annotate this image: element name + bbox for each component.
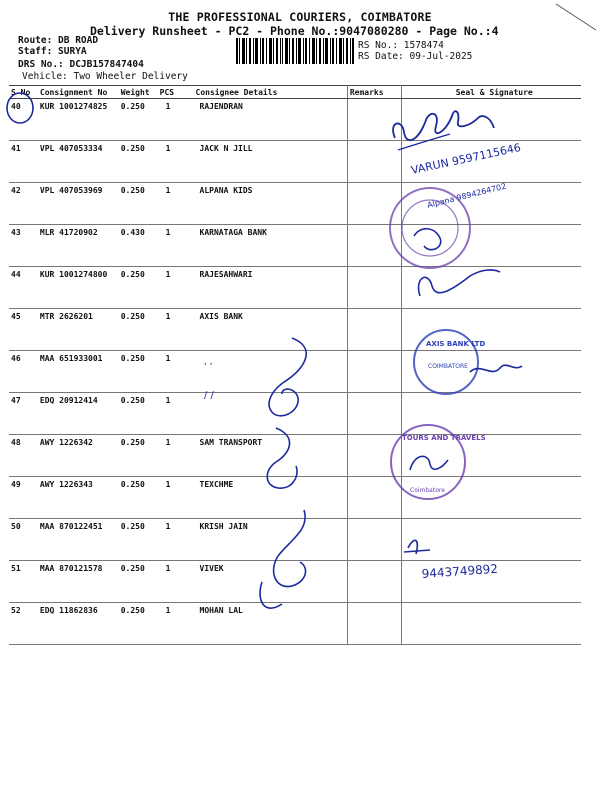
row-sno: 48 (9, 435, 38, 477)
row-pcs: 1 (158, 141, 194, 183)
col-sno: S No (9, 86, 38, 99)
row-weight: 0.250 (119, 267, 158, 309)
row-pcs: 1 (158, 309, 194, 351)
row-weight: 0.250 (119, 561, 158, 603)
signature-49 (410, 456, 448, 470)
row-sno: 47 (9, 393, 38, 435)
row-pcs: 1 (158, 603, 194, 645)
rs-date: RS Date: 09-Jul-2025 (358, 51, 473, 62)
row-consignee: ALPANA KIDS (194, 183, 348, 225)
col-consignment: Consignment No (38, 86, 119, 99)
row-weight: 0.250 (119, 309, 158, 351)
signature-43 (414, 229, 441, 250)
row-pcs: 1 (158, 393, 194, 435)
row-weight: 0.250 (119, 393, 158, 435)
row-consignment: KUR 1001274800 (38, 267, 119, 309)
row-sno: 41 (9, 141, 38, 183)
row-sno: 51 (9, 561, 38, 603)
fold-mark (556, 4, 596, 30)
row-consignee: TEXCHME (194, 477, 348, 519)
bank-stamp-name: AXIS BANK LTD (426, 340, 486, 348)
drs-number: DRS No.: DCJB157847404 (18, 59, 144, 70)
circle-mark (7, 93, 33, 123)
row-consignee: MOHAN LAL (194, 603, 348, 645)
row-consignment: MAA 870122451 (38, 519, 119, 561)
row-weight: 0.250 (119, 99, 158, 141)
handwritten-varun: VARUN 9597115646 (409, 140, 522, 177)
handwritten-phone: 9443749892 (421, 561, 499, 581)
company-title: THE PROFESSIONAL COURIERS, COIMBATORE (168, 10, 432, 24)
row-sno: 46 (9, 351, 38, 393)
row-weight: 0.250 (119, 477, 158, 519)
row-consignment: MAA 651933001 (38, 351, 119, 393)
row-consignment: VPL 407053334 (38, 141, 119, 183)
staff-label: Staff: SURYA (18, 46, 87, 57)
row-sno: 50 (9, 519, 38, 561)
col-pcs: PCS (158, 86, 194, 99)
row-consignment: EDQ 11862836 (38, 603, 119, 645)
row-consignment: AWY 1226343 (38, 477, 119, 519)
row-weight: 0.250 (119, 435, 158, 477)
row-pcs: 1 (158, 267, 194, 309)
row-consignee: AXIS BANK (194, 309, 348, 351)
travels-stamp-city: Coimbatore (410, 487, 445, 494)
row-sno: 42 (9, 183, 38, 225)
row-sno: 40 (9, 99, 38, 141)
row-consignment: MTR 2626201 (38, 309, 119, 351)
vehicle-label: Vehicle: Two Wheeler Delivery (22, 71, 188, 82)
row-pcs: 1 (158, 519, 194, 561)
col-weight: Weight (119, 86, 158, 99)
bank-stamp-city: COIMBATORE (428, 363, 468, 370)
row-consignment: KUR 1001274825 (38, 99, 119, 141)
row-consignment: MAA 870121578 (38, 561, 119, 603)
row-consignment: EDQ 20912414 (38, 393, 119, 435)
row-consignee: RAJESAHWARI (194, 267, 348, 309)
tick-mark: / / (204, 390, 214, 401)
signature-48-49 (267, 428, 297, 488)
signature-50-52 (260, 510, 306, 608)
signature-51 (404, 540, 430, 554)
col-consignee: Consignee Details (194, 86, 348, 99)
row-consignment: VPL 407053969 (38, 183, 119, 225)
row-sno: 43 (9, 225, 38, 267)
row-consignee: KARNATAGA BANK (194, 225, 348, 267)
handwritten-alpana: Alpana 9894264702 (426, 181, 508, 210)
row-weight: 0.250 (119, 351, 158, 393)
row-consignee: JACK N JILL (194, 141, 348, 183)
tick-mark: , , (204, 357, 213, 367)
row-consignment: AWY 1226342 (38, 435, 119, 477)
row-sno: 45 (9, 309, 38, 351)
row-pcs: 1 (158, 183, 194, 225)
row-pcs: 1 (158, 477, 194, 519)
signature-46-47 (269, 338, 306, 416)
col-remarks: Remarks (347, 86, 401, 99)
row-pcs: 1 (158, 435, 194, 477)
col-signature: Seal & Signature (401, 86, 581, 99)
row-weight: 0.250 (119, 519, 158, 561)
row-weight: 0.250 (119, 603, 158, 645)
row-pcs: 1 (158, 561, 194, 603)
row-sno: 52 (9, 603, 38, 645)
row-weight: 0.430 (119, 225, 158, 267)
row-sno: 49 (9, 477, 38, 519)
row-pcs: 1 (158, 351, 194, 393)
row-consignee: KRISH JAIN (194, 519, 348, 561)
row-pcs: 1 (158, 225, 194, 267)
signature-44 (419, 270, 500, 296)
runsheet-subtitle: Delivery Runsheet - PC2 - Phone No.:9047080280 - Page No.:4 (90, 24, 499, 38)
row-consignee: VIVEK (194, 561, 348, 603)
row-consignment: MLR 41720902 (38, 225, 119, 267)
row-consignee: SAM TRANSPORT (194, 435, 348, 477)
travels-stamp-name: TOURS AND TRAVELS (402, 434, 486, 442)
row-weight: 0.250 (119, 183, 158, 225)
row-consignee: RAJENDRAN (194, 99, 348, 141)
rs-number: RS No.: 1578474 (358, 40, 444, 51)
row-weight: 0.250 (119, 141, 158, 183)
row-sno: 44 (9, 267, 38, 309)
row-pcs: 1 (158, 99, 194, 141)
route-label: Route: DB ROAD (18, 35, 99, 46)
